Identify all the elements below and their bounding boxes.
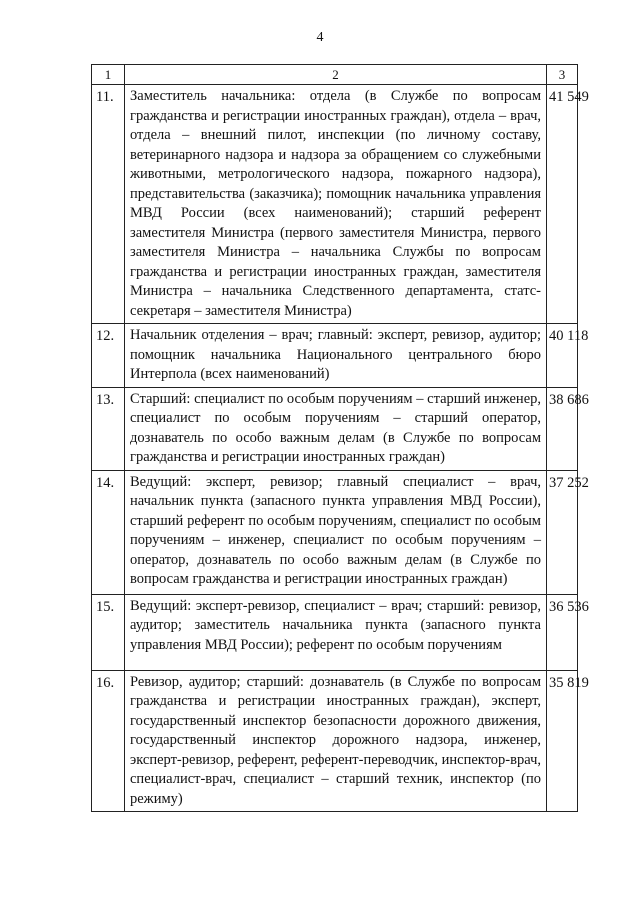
salary-amount: 35 819	[547, 670, 578, 812]
table-row	[92, 387, 578, 470]
salary-amount: 38 686	[547, 387, 578, 470]
position-salary-table	[91, 64, 589, 812]
position-description: Начальник отделения – врач; главный: эксперт, ревизор, аудитор; помощник начальника Национального центрального бюро Интерпола (всех наименований)	[125, 324, 547, 388]
table-row	[92, 594, 578, 670]
header-row	[92, 65, 578, 85]
salary-amount: 41 549	[547, 85, 578, 324]
row-number: 14.	[92, 470, 125, 594]
table-row	[92, 670, 578, 812]
table-header	[92, 65, 578, 85]
position-description: Старший: специалист по особым поручениям – старший инженер, специалист по особым поручениям – старший оператор, дознаватель по особо важным делам (в Службе по вопросам гражданства и регистрации иностранных граждан)	[125, 387, 547, 470]
position-description: Ревизор, аудитор; старший: дознаватель (в Службе по вопросам гражданства и регистрации иностранных граждан), эксперт, государственный инспектор безопасности дорожного движения, государственный инспектор дорожного надзора, инженер, эксперт-ревизор, референт, референт-переводчик, инспектор-врач, специалист-врач, специалист – старший техник, инспектор (по режиму)	[125, 670, 547, 812]
header-col-3: 3	[547, 65, 578, 85]
table-row	[92, 85, 578, 324]
row-number: 15.	[92, 594, 125, 670]
header-col-1: 1	[92, 65, 125, 85]
row-number: 13.	[92, 387, 125, 470]
row-number: 12.	[92, 324, 125, 388]
table-row	[92, 470, 578, 594]
table-row	[92, 324, 578, 388]
header-col-2: 2	[125, 65, 547, 85]
row-number: 11.	[92, 85, 125, 324]
row-number: 16.	[92, 670, 125, 812]
page-number: 4	[316, 30, 324, 45]
position-description: Заместитель начальника: отдела (в Службе по вопросам гражданства и регистрации иностранных граждан), отдела – врач, отдела – внешний пилот, инспекции (по личному составу, ветеринарного надзора и надзора за обращением со служебными животными, метрологического надзора, пожарного надзора), представительства (заказчика); помощник начальника управления МВД России (всех наименований); старший референт заместителя Министра (первого заместителя Министра, первого заместителя Министра – начальника Службы по вопросам гражданства и регистрации иностранных граждан, заместителя Министра – начальника Следственного департамента, статс-секретаря – заместителя Министра)	[125, 85, 547, 324]
table-body	[92, 85, 589, 812]
salary-amount: 36 536	[547, 594, 578, 670]
position-description: Ведущий: эксперт-ревизор, специалист – врач; старший: ревизор, аудитор; заместитель начальника пункта (запасного пункта управления МВД России); референт по особым поручениям	[125, 594, 547, 670]
position-description: Ведущий: эксперт, ревизор; главный специалист – врач, начальник пункта (запасного пункта управления МВД России), старший референт по особым поручениям, специалист по особым поручениям – инженер, специалист по особым поручениям – оператор, дознаватель по особо важным делам (в Службе по вопросам гражданства и регистрации иностранных граждан)	[125, 470, 547, 594]
salary-amount: 40 118	[547, 324, 578, 388]
salary-amount: 37 252	[547, 470, 578, 594]
